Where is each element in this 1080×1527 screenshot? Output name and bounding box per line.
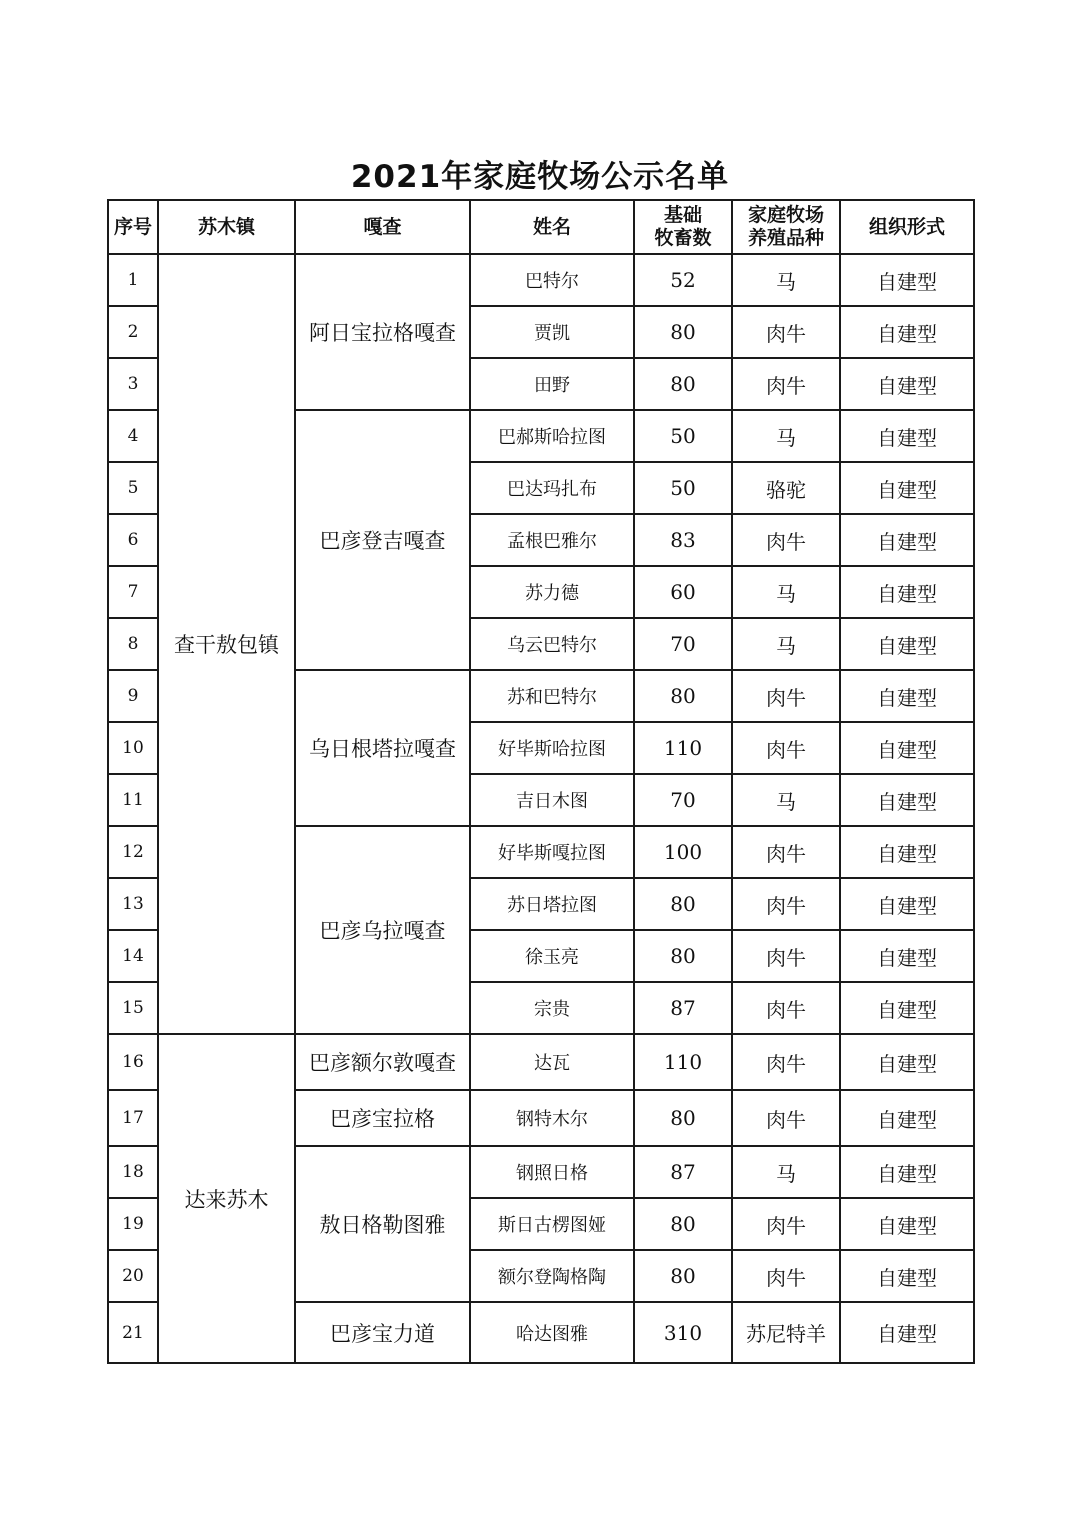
count-cell: 110 — [634, 1034, 732, 1090]
form-cell: 自建型 — [840, 462, 974, 514]
breed-cell: 肉牛 — [732, 670, 840, 722]
form-cell: 自建型 — [840, 670, 974, 722]
table-row — [108, 254, 974, 306]
count-cell: 80 — [634, 1198, 732, 1250]
sumu-cell: 查干敖包镇 — [158, 254, 295, 1034]
form-cell: 自建型 — [840, 930, 974, 982]
form-cell: 自建型 — [840, 358, 974, 410]
header-sumu: 苏木镇 — [158, 200, 295, 254]
breed-cell: 肉牛 — [732, 358, 840, 410]
name-cell: 斯日古楞图娅 — [470, 1198, 634, 1250]
count-cell: 80 — [634, 930, 732, 982]
name-cell: 钢特木尔 — [470, 1090, 634, 1146]
gacha-cell: 巴彦额尔敦嘎查 — [295, 1034, 470, 1090]
breed-cell: 马 — [732, 774, 840, 826]
name-cell: 好毕斯嘎拉图 — [470, 826, 634, 878]
header-form: 组织形式 — [840, 200, 974, 254]
name-cell: 好毕斯哈拉图 — [470, 722, 634, 774]
count-cell: 80 — [634, 1250, 732, 1302]
count-cell: 80 — [634, 306, 732, 358]
breed-cell: 肉牛 — [732, 982, 840, 1034]
form-cell: 自建型 — [840, 878, 974, 930]
header-count-line2: 牧畜数 — [654, 227, 712, 249]
name-cell: 宗贵 — [470, 982, 634, 1034]
form-cell: 自建型 — [840, 1034, 974, 1090]
seq-cell: 1 — [108, 254, 158, 306]
form-cell: 自建型 — [840, 566, 974, 618]
seq-cell: 10 — [108, 722, 158, 774]
count-cell: 87 — [634, 982, 732, 1034]
name-cell: 哈达图雅 — [470, 1302, 634, 1363]
count-cell: 310 — [634, 1302, 732, 1363]
seq-cell: 2 — [108, 306, 158, 358]
seq-cell: 3 — [108, 358, 158, 410]
name-cell: 乌云巴特尔 — [470, 618, 634, 670]
header-breed — [732, 200, 840, 254]
seq-cell: 19 — [108, 1198, 158, 1250]
gacha-cell: 巴彦宝拉格 — [295, 1090, 470, 1146]
seq-cell: 17 — [108, 1090, 158, 1146]
count-cell: 70 — [634, 774, 732, 826]
form-cell: 自建型 — [840, 774, 974, 826]
header-row — [108, 200, 974, 254]
header-seq: 序号 — [108, 200, 158, 254]
form-cell: 自建型 — [840, 1198, 974, 1250]
count-cell: 50 — [634, 410, 732, 462]
form-cell: 自建型 — [840, 306, 974, 358]
gacha-cell: 阿日宝拉格嘎查 — [295, 254, 470, 410]
breed-cell: 肉牛 — [732, 306, 840, 358]
header-livestock-count — [634, 200, 732, 254]
form-cell: 自建型 — [840, 514, 974, 566]
name-cell: 吉日木图 — [470, 774, 634, 826]
form-cell: 自建型 — [840, 254, 974, 306]
breed-cell: 肉牛 — [732, 514, 840, 566]
breed-cell: 肉牛 — [732, 1250, 840, 1302]
seq-cell: 6 — [108, 514, 158, 566]
form-cell: 自建型 — [840, 1302, 974, 1363]
count-cell: 83 — [634, 514, 732, 566]
table-row — [108, 1034, 974, 1090]
header-breed-line1: 家庭牧场 — [747, 204, 824, 226]
name-cell: 巴特尔 — [470, 254, 634, 306]
name-cell: 巴达玛扎布 — [470, 462, 634, 514]
form-cell: 自建型 — [840, 722, 974, 774]
breed-cell: 骆驼 — [732, 462, 840, 514]
gacha-cell: 乌日根塔拉嘎查 — [295, 670, 470, 826]
count-cell: 100 — [634, 826, 732, 878]
name-cell: 达瓦 — [470, 1034, 634, 1090]
name-cell: 巴郝斯哈拉图 — [470, 410, 634, 462]
name-cell: 苏和巴特尔 — [470, 670, 634, 722]
form-cell: 自建型 — [840, 1146, 974, 1198]
seq-cell: 13 — [108, 878, 158, 930]
count-cell: 52 — [634, 254, 732, 306]
roster-table — [107, 199, 975, 1364]
gacha-cell: 巴彦乌拉嘎查 — [295, 826, 470, 1034]
form-cell: 自建型 — [840, 618, 974, 670]
name-cell: 田野 — [470, 358, 634, 410]
name-cell: 额尔登陶格陶 — [470, 1250, 634, 1302]
seq-cell: 8 — [108, 618, 158, 670]
breed-cell: 马 — [732, 618, 840, 670]
header-breed-line2: 养殖品种 — [747, 227, 824, 249]
seq-cell: 11 — [108, 774, 158, 826]
count-cell: 80 — [634, 358, 732, 410]
name-cell: 孟根巴雅尔 — [470, 514, 634, 566]
gacha-cell: 巴彦登吉嘎查 — [295, 410, 470, 670]
name-cell: 钢照日格 — [470, 1146, 634, 1198]
seq-cell: 18 — [108, 1146, 158, 1198]
seq-cell: 20 — [108, 1250, 158, 1302]
breed-cell: 马 — [732, 566, 840, 618]
name-cell: 苏力德 — [470, 566, 634, 618]
sumu-cell: 达来苏木 — [158, 1034, 295, 1363]
seq-cell: 16 — [108, 1034, 158, 1090]
breed-cell: 肉牛 — [732, 878, 840, 930]
breed-cell: 肉牛 — [732, 930, 840, 982]
header-count-line1: 基础 — [663, 204, 702, 226]
breed-cell: 肉牛 — [732, 722, 840, 774]
gacha-cell: 敖日格勒图雅 — [295, 1146, 470, 1302]
count-cell: 70 — [634, 618, 732, 670]
form-cell: 自建型 — [840, 1090, 974, 1146]
name-cell: 苏日塔拉图 — [470, 878, 634, 930]
count-cell: 110 — [634, 722, 732, 774]
seq-cell: 4 — [108, 410, 158, 462]
name-cell: 徐玉亮 — [470, 930, 634, 982]
breed-cell: 马 — [732, 1146, 840, 1198]
form-cell: 自建型 — [840, 1250, 974, 1302]
gacha-cell: 巴彦宝力道 — [295, 1302, 470, 1363]
seq-cell: 15 — [108, 982, 158, 1034]
seq-cell: 7 — [108, 566, 158, 618]
seq-cell: 12 — [108, 826, 158, 878]
breed-cell: 肉牛 — [732, 1090, 840, 1146]
count-cell: 80 — [634, 878, 732, 930]
count-cell: 60 — [634, 566, 732, 618]
form-cell: 自建型 — [840, 826, 974, 878]
header-gacha: 嘎查 — [295, 200, 470, 254]
count-cell: 50 — [634, 462, 732, 514]
seq-cell: 21 — [108, 1302, 158, 1363]
breed-cell: 肉牛 — [732, 1034, 840, 1090]
count-cell: 87 — [634, 1146, 732, 1198]
breed-cell: 苏尼特羊 — [732, 1302, 840, 1363]
name-cell: 贾凯 — [470, 306, 634, 358]
count-cell: 80 — [634, 670, 732, 722]
breed-cell: 肉牛 — [732, 1198, 840, 1250]
breed-cell: 肉牛 — [732, 826, 840, 878]
seq-cell: 9 — [108, 670, 158, 722]
form-cell: 自建型 — [840, 982, 974, 1034]
breed-cell: 马 — [732, 254, 840, 306]
header-name: 姓名 — [470, 200, 634, 254]
breed-cell: 马 — [732, 410, 840, 462]
page-title: 2021年家庭牧场公示名单 — [350, 159, 730, 195]
count-cell: 80 — [634, 1090, 732, 1146]
seq-cell: 14 — [108, 930, 158, 982]
form-cell: 自建型 — [840, 410, 974, 462]
seq-cell: 5 — [108, 462, 158, 514]
